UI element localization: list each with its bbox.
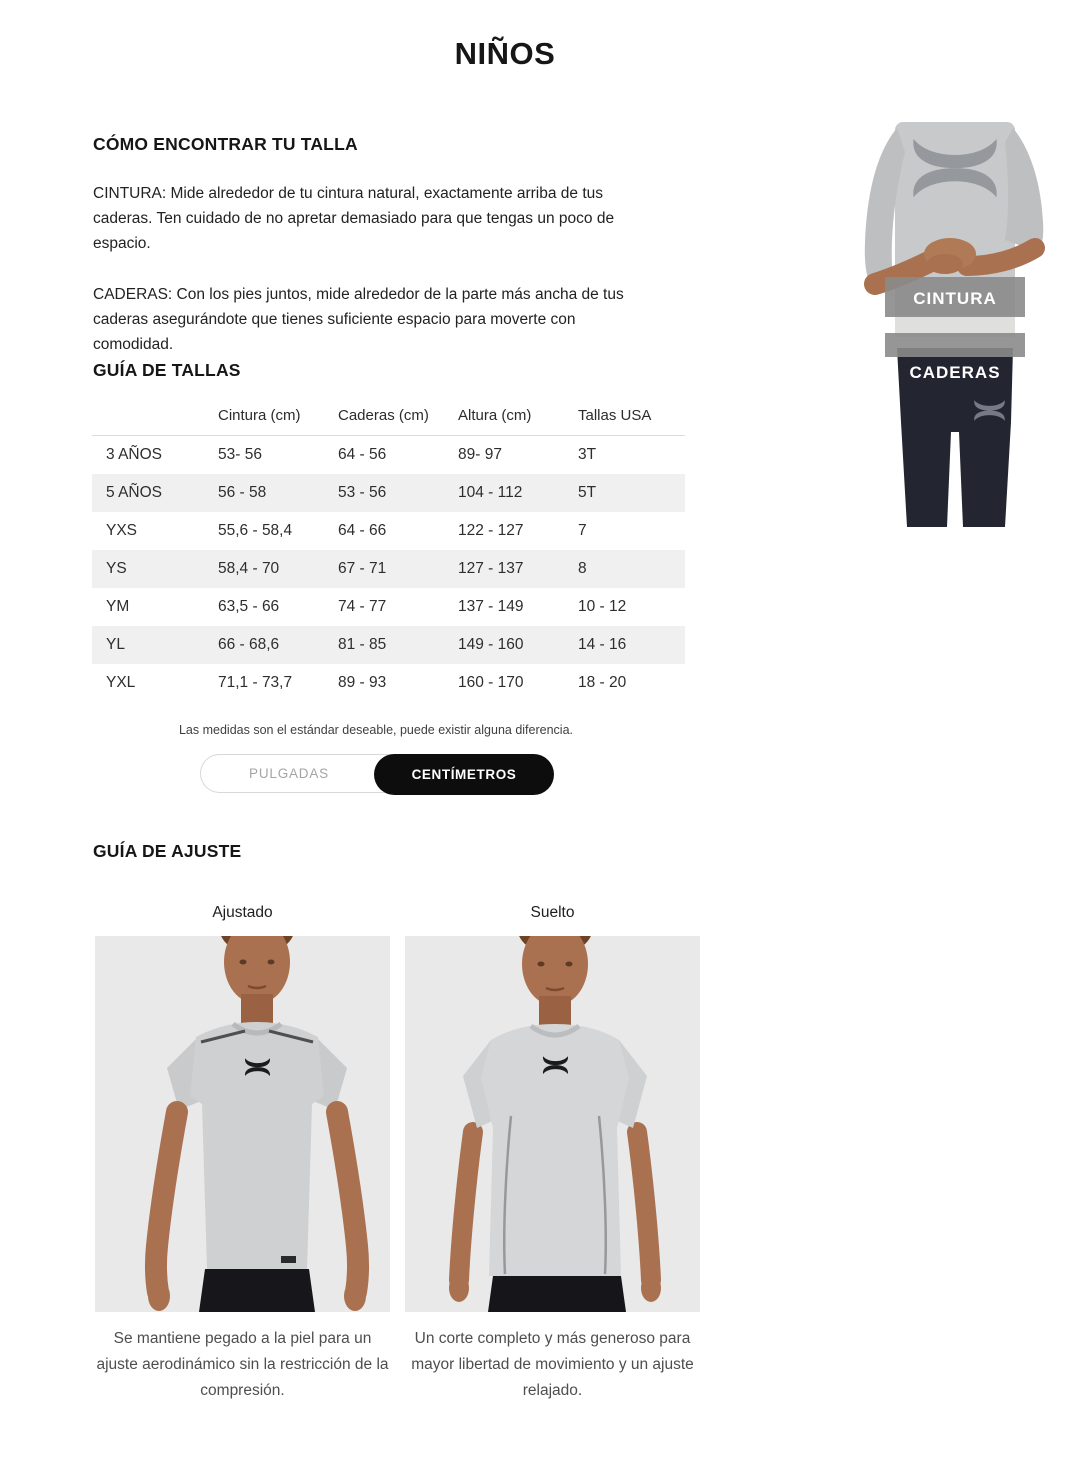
hand-shadow [927, 254, 963, 274]
size-table-header [92, 396, 685, 436]
fit-label-suelto: Suelto [530, 904, 575, 921]
hips-instructions: CADERAS: Con los pies juntos, mide alrededor de la parte más ancha de tus caderas asegurándote que tienes suficiente espacio para moverte con comodidad. [93, 286, 624, 353]
cell-caderas: 81 - 85 [338, 636, 387, 653]
waist-instructions: CINTURA: Mide alrededor de tu cintura natural, exactamente arriba de tus caderas. Ten cuidado de no apretar demasiado para que tengas un poco de espacio. [93, 185, 615, 252]
cell-cintura: 53- 56 [218, 446, 262, 463]
cell-cintura: 66 - 68,6 [218, 636, 280, 653]
row-label: 5 AÑOS [106, 484, 162, 501]
cell-caderas: 74 - 77 [338, 598, 387, 615]
cell-usa: 18 - 20 [578, 674, 627, 691]
row-label: YXS [106, 522, 138, 539]
table-row [92, 664, 685, 702]
cell-altura: 122 - 127 [458, 522, 524, 539]
centimetros-button[interactable]: CENTÍMETROS [374, 754, 554, 795]
fitted-fit-photo [95, 936, 390, 1312]
col-header-tallas-usa: Tallas USA [578, 407, 652, 424]
cell-altura: 149 - 160 [458, 636, 524, 653]
cell-cintura: 56 - 58 [218, 484, 267, 501]
table-disclaimer: Las medidas son el estándar deseable, puede existir alguna diferencia. [178, 723, 573, 737]
boy-figure [449, 936, 661, 1312]
col-header-altura: Altura (cm) [458, 407, 532, 424]
right-arm [637, 1132, 651, 1280]
waist-band-label: CINTURA [913, 289, 997, 308]
sweatshirt-right-sleeve [1005, 128, 1043, 252]
page-title: NIÑOS [454, 36, 556, 71]
cell-cintura: 63,5 - 66 [218, 598, 280, 615]
loose-description: Un corte completo y más generoso para mayor libertad de movimiento y un ajuste relajado. [411, 1330, 694, 1399]
table-row [92, 626, 685, 664]
row-label: YS [106, 560, 127, 577]
cell-cintura: 58,4 - 70 [218, 560, 280, 577]
fitted-description: Se mantiene pegado a la piel para un ajuste aerodinámico sin la restricción de la compresión. [96, 1330, 389, 1399]
face [224, 936, 290, 1004]
fit-guide-heading: GUÍA DE AJUSTE [93, 841, 242, 861]
left-hand [449, 1274, 469, 1302]
size-table [92, 396, 685, 702]
cell-usa: 10 - 12 [578, 598, 627, 615]
pulgadas-button[interactable]: PULGADAS [201, 755, 377, 792]
cell-usa: 7 [578, 522, 587, 539]
table-row [92, 550, 685, 588]
boy-figure [148, 936, 366, 1312]
cell-caderas: 67 - 71 [338, 560, 387, 577]
tshirt-fitted [190, 1022, 324, 1269]
cell-altura: 160 - 170 [458, 674, 524, 691]
cell-usa: 8 [578, 560, 587, 577]
fitted-illustration [95, 936, 390, 1312]
left-arm [156, 1112, 177, 1292]
table-row [92, 588, 685, 626]
size-table-heading: GUÍA DE TALLAS [93, 360, 241, 380]
cell-altura: 137 - 149 [458, 598, 524, 615]
col-header-caderas: Caderas (cm) [338, 407, 429, 424]
cell-usa: 5T [578, 484, 597, 501]
face [522, 936, 588, 1006]
table-row [92, 436, 685, 474]
right-hand [641, 1274, 661, 1302]
hem-tag [281, 1256, 296, 1263]
row-label: YM [106, 598, 130, 615]
unit-toggle [200, 754, 552, 793]
row-label: YXL [106, 674, 136, 691]
right-arm [337, 1112, 358, 1292]
left-hand [148, 1281, 170, 1311]
table-row [92, 474, 685, 512]
eye [538, 962, 545, 967]
cell-cintura: 71,1 - 73,7 [218, 674, 293, 691]
row-label: 3 AÑOS [106, 446, 162, 463]
loose-fit-photo [405, 936, 700, 1312]
table-row [92, 512, 685, 550]
col-header-cintura: Cintura (cm) [218, 407, 301, 424]
loose-illustration [405, 936, 700, 1312]
left-arm [459, 1132, 473, 1280]
right-hand [344, 1281, 366, 1311]
measurement-illustration [853, 122, 1058, 527]
boy-figure [865, 122, 1043, 527]
shorts [199, 1269, 315, 1312]
cell-altura: 127 - 137 [458, 560, 524, 577]
cell-caderas: 53 - 56 [338, 484, 387, 501]
how-to-heading: CÓMO ENCONTRAR TU TALLA [93, 134, 358, 154]
row-label: YL [106, 636, 125, 653]
eye [240, 960, 247, 965]
hips-band-label: CADERAS [909, 363, 1001, 382]
cell-usa: 14 - 16 [578, 636, 627, 653]
cell-cintura: 55,6 - 58,4 [218, 522, 293, 539]
measurement-photo [853, 122, 1058, 527]
cell-caderas: 64 - 56 [338, 446, 387, 463]
eye [268, 960, 275, 965]
shorts [488, 1276, 626, 1312]
eye [566, 962, 573, 967]
cell-caderas: 89 - 93 [338, 674, 387, 691]
how-to-section [93, 134, 645, 357]
hips-band [885, 333, 1025, 357]
fit-label-ajustado: Ajustado [212, 904, 273, 921]
cell-altura: 104 - 112 [458, 484, 523, 501]
cell-usa: 3T [578, 446, 597, 463]
cell-caderas: 64 - 66 [338, 522, 387, 539]
cell-altura: 89- 97 [458, 446, 502, 463]
